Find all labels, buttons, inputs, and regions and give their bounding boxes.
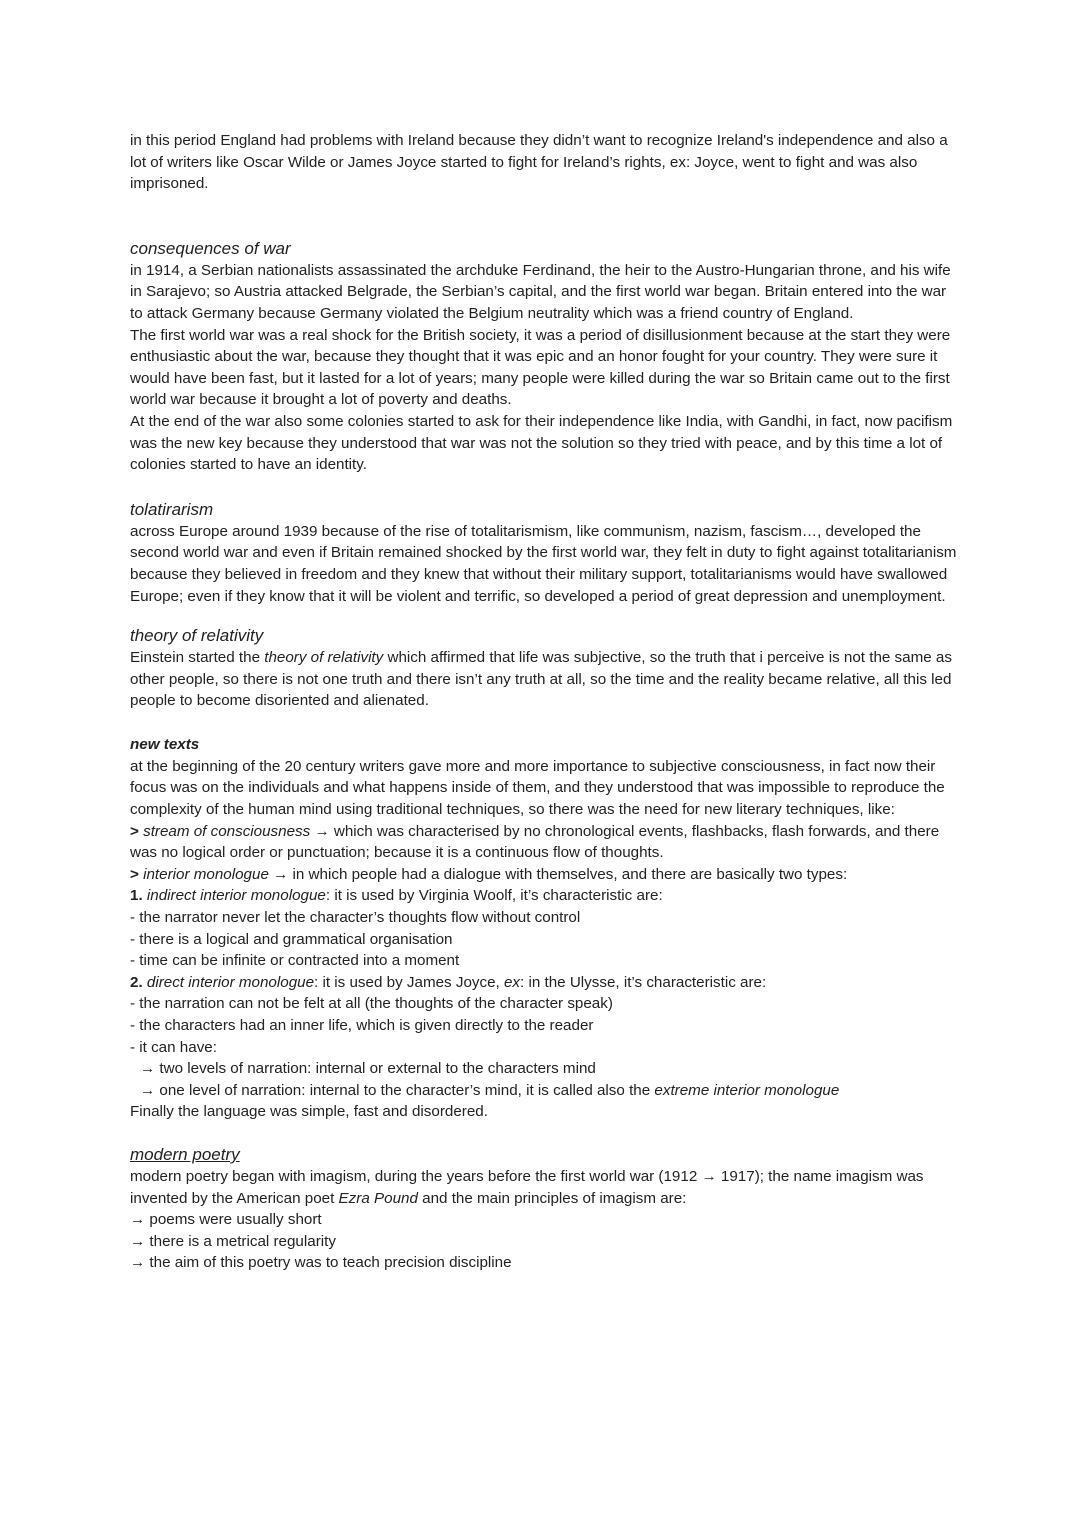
list-item: - there is a logical and grammatical organisation (130, 930, 453, 948)
heading-theory-of-relativity: theory of relativity (130, 626, 264, 646)
list-item: - the narrator never let the character’s thoughts flow without control (130, 909, 581, 927)
totalitarism-paragraph: across Europe around 1939 because of the rise of totalitarismism, like communism, nazism, fascism…, developed the second world war and even if Britain remained shocked by the first world war, they felt in duty to fight against totalitarianism because they believed in freedom and they knew that without their military support, totalitarianisms would have swallowed Europe; even if they know that it will be violent and terrific, so developed a period of great depression and unemployment. (130, 522, 957, 605)
sub-list-item: → two levels of narration: internal or external to the characters mind (140, 1060, 596, 1078)
list-item: - the narration can not be felt at all (the thoughts of the character speak) (130, 995, 613, 1013)
war-paragraph-3: At the end of the war also some colonies started to ask for their independence like India, with Gandhi, in fact, now pacifism was the new key because they understood that war was not the solution so they tried with peace, and by this time a lot of colonies started to have an identity. (130, 412, 953, 474)
relativity-paragraph: Einstein started the theory of relativity which affirmed that life was subjective, so the truth that i perceive is not the same as other people, so there is not one truth and there isn’t any truth at all, so the time and the reality became relative, all this led people to become disoriented and alienated. (130, 649, 952, 710)
stream-of-consciousness-item: > stream of consciousness → which was characterised by no chronological events, flashbacks, flash forwards, and there was no logical order or punctuation; because it is a continuous flow of thoughts. (130, 822, 940, 862)
heading-modern-poetry: modern poetry (130, 1144, 240, 1164)
poetry-paragraph: modern poetry began with imagism, during the years before the first world war (1912 → 1917); the name imagism was invented by the American poet Ezra Pound and the main principles of imagism are: (130, 1167, 924, 1207)
direct-monologue-item: 2. direct interior monologue: it is used by James Joyce, ex: in the Ulysse, it’s characteristic are: (130, 973, 767, 991)
intro-paragraph: in this period England had problems with Ireland because they didn’t want to recognize Ireland's independence and also a lot of writers like Oscar Wilde or James Joyce started to fight for Ireland’s rights, ex: Joyce, went to fight and was also imprisoned. (130, 132, 948, 193)
list-item: → poems were usually short (130, 1211, 322, 1229)
sub-list-item: → one level of narration: internal to the character’s mind, it is called also the extreme interior monologue (140, 1081, 840, 1099)
war-paragraph-1: in 1914, a Serbian nationalists assassinated the archduke Ferdinand, the heir to the Austro-Hungarian throne, and his wife in Sarajevo; so Austria attacked Belgrade, the Serbian’s capital, and the first world war began. Britain entered into the war to attack Germany because Germany violated the Belgium neutrality which was a friend country of England. (130, 261, 951, 322)
newtexts-final: Finally the language was simple, fast and disordered. (130, 1103, 488, 1121)
list-item: - the characters had an inner life, which is given directly to the reader (130, 1017, 594, 1034)
newtexts-paragraph: at the beginning of the 20 century writers gave more and more importance to subjective consciousness, in fact now their focus was on the individuals and what happens inside of them, and they understood that was impossible to reproduce the complexity of the human mind using traditional techniques, so there was the need for new literary techniques, like: (130, 757, 945, 819)
heading-consequences-of-war: consequences of war (130, 238, 291, 258)
heading-new-texts: new texts (130, 735, 200, 753)
indirect-monologue-item: 1. indirect interior monologue: it is used by Virginia Woolf, it’s characteristic are: (130, 887, 663, 905)
list-item: - it can have: (130, 1038, 217, 1056)
list-item: - time can be infinite or contracted into a moment (130, 952, 460, 970)
interior-monologue-item: > interior monologue → in which people had a dialogue with themselves, and there are basically two types: (130, 865, 848, 883)
list-item: → there is a metrical regularity (130, 1232, 336, 1250)
heading-totalitarism: tolatirarism (130, 499, 214, 519)
list-item: → the aim of this poetry was to teach precision discipline (130, 1254, 512, 1272)
document-page (130, 130, 960, 1274)
war-paragraph-2: The first world war was a real shock for the British society, it was a period of disillusionment because at the start they were enthusiastic about the war, because they thought that it was epic and an honor fought for your country. They were sure it would have been fast, but it lasted for a lot of years; many people were killed during the war so Britain came out to the first world war because it brought a lot of poverty and deaths. (130, 326, 951, 409)
